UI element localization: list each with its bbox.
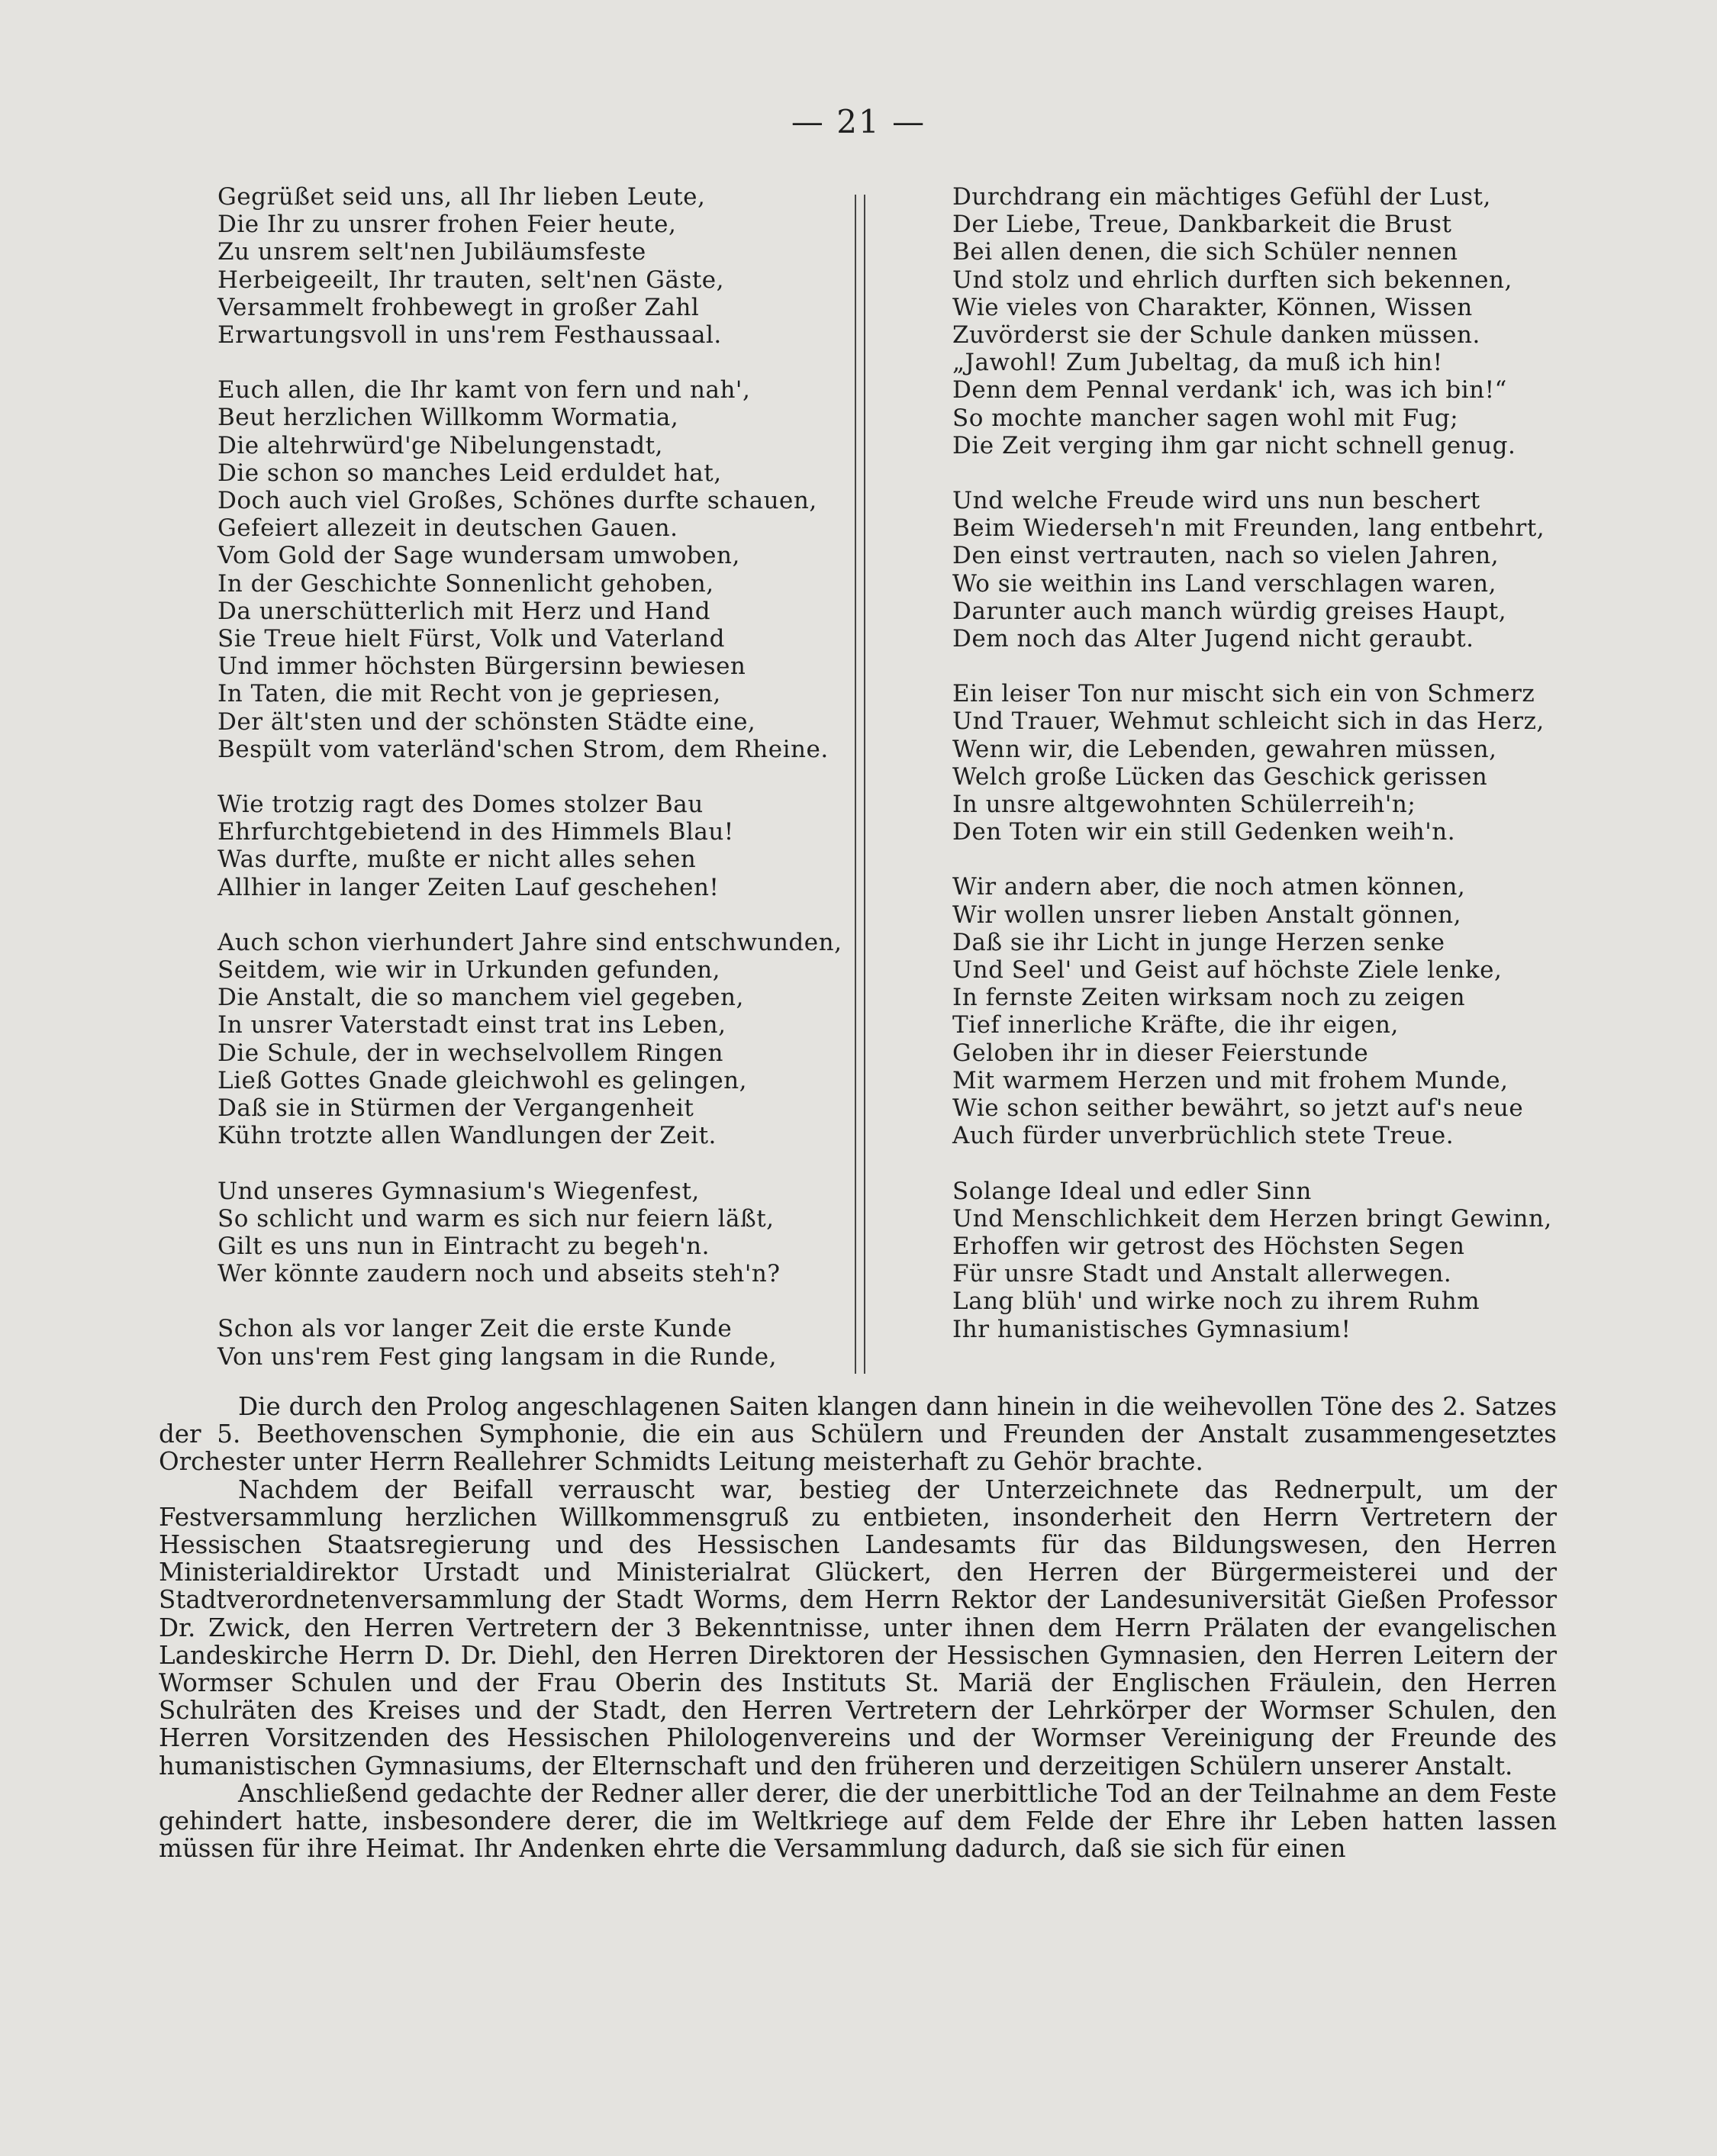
poem-line: Die Zeit verging ihm gar nicht schnell genug.	[952, 431, 1516, 459]
poem-stanza	[217, 1315, 842, 1370]
poem-line: Von uns'rem Fest ging langsam in die Runde,	[217, 1342, 777, 1371]
poem-line: Schon als vor langer Zeit die erste Kunde	[217, 1315, 733, 1343]
poem-line: Den einst vertrauten, nach so vielen Jahren,	[952, 542, 1500, 570]
poem-line: Beut herzlichen Willkomm Wormatia,	[217, 404, 679, 432]
poem-line: Auch fürder unverbrüchlich stete Treue.	[952, 1122, 1454, 1150]
prose-paragraph: Anschließend gedachte der Redner aller derer, die der unerbittliche Tod an der Teilnahme an dem Feste gehindert hatte, insbesondere derer, die im Weltkriege auf dem Felde der Ehre ihr Leben hatten lassen müssen für ihre Heimat. Ihr Andenken ehrte die Versammlung dadurch, daß sie sich für einen	[159, 1778, 1557, 1864]
poem-line: Die Ihr zu unsrer frohen Feier heute,	[217, 211, 677, 239]
poem-line: Geloben ihr in dieser Feierstunde	[952, 1039, 1369, 1067]
poem-line: Dem noch das Alter Jugend nicht geraubt.	[952, 625, 1474, 653]
poem-line: Darunter auch manch würdig greises Haupt,	[952, 597, 1507, 625]
poem-line: Euch allen, die Ihr kamt von fern und nah',	[217, 376, 751, 404]
poem-line: Vom Gold der Sage wundersam umwoben,	[217, 542, 740, 570]
poem-line: Die schon so manches Leid erduldet hat,	[217, 459, 722, 487]
poem-line: „Jawohl! Zum Jubeltag, da muß ich hin!	[952, 349, 1443, 377]
poem-line: Und Seel' und Geist auf höchste Ziele lenke,	[952, 956, 1503, 985]
poem-line: Solange Ideal und edler Sinn	[952, 1177, 1312, 1205]
poem-line: Sie Treue hielt Fürst, Volk und Vaterland	[217, 625, 725, 653]
poem-line: Zuvörderst sie der Schule danken müssen.	[952, 321, 1480, 350]
poem-stanza	[952, 1178, 1552, 1343]
poem-line: Kühn trotzte allen Wandlungen der Zeit.	[217, 1122, 717, 1150]
poem-line: Und stolz und ehrlich durften sich bekennen,	[952, 266, 1512, 294]
poem-stanza	[217, 1178, 842, 1288]
poem-line: Der ält'sten und der schönsten Städte eine,	[217, 707, 756, 736]
poem-line: Seitdem, wie wir in Urkunden gefunden,	[217, 956, 721, 985]
poem-line: Wenn wir, die Lebenden, gewahren müssen,	[952, 735, 1497, 763]
poem-line: In fernste Zeiten wirksam noch zu zeigen	[952, 984, 1466, 1012]
poem-right-column	[952, 183, 1552, 1343]
poem-line: In der Geschichte Sonnenlicht gehoben,	[217, 569, 714, 598]
poem-stanza	[952, 487, 1552, 653]
poem-line: Daß sie ihr Licht in junge Herzen senke	[952, 928, 1445, 956]
poem-line: Ließ Gottes Gnade gleichwohl es gelingen,	[217, 1066, 747, 1094]
poem-line: Beim Wiederseh'n mit Freunden, lang entbehrt,	[952, 514, 1545, 543]
poem-line: Welch große Lücken das Geschick gerissen	[952, 762, 1488, 791]
poem-line: Denn dem Pennal verdank' ich, was ich bin!“	[952, 376, 1507, 404]
poem-line: Für unsre Stadt und Anstalt allerwegen.	[952, 1260, 1452, 1288]
poem-line: Versammelt frohbewegt in großer Zahl	[217, 293, 700, 321]
poem-line: Lang blüh' und wirke noch zu ihrem Ruhm	[952, 1287, 1480, 1316]
poem-line: Allhier in langer Zeiten Lauf geschehen!	[217, 873, 720, 901]
poem-stanza	[217, 791, 842, 901]
poem-line: Auch schon vierhundert Jahre sind entschwunden,	[217, 928, 842, 956]
poem-line: Gefeiert allezeit in deutschen Gauen.	[217, 514, 678, 543]
poem-line: Erwartungsvoll in uns'rem Festhaussaal.	[217, 321, 722, 350]
poem-line: Den Toten wir ein still Gedenken weih'n.	[952, 818, 1456, 846]
poem-line: So schlicht und warm es sich nur feiern läßt,	[217, 1204, 775, 1233]
poem-line: Zu unsrem selt'nen Jubiläumsfeste	[217, 238, 646, 266]
poem-line: Da unerschütterlich mit Herz und Hand	[217, 597, 711, 625]
poem-line: Erhoffen wir getrost des Höchsten Segen	[952, 1232, 1465, 1260]
page-number: — 21 —	[791, 103, 926, 140]
poem-line: So mochte mancher sagen wohl mit Fug;	[952, 404, 1459, 432]
poem-line: Ihr humanistisches Gymnasium!	[952, 1315, 1351, 1343]
poem-line: Wie schon seither bewährt, so jetzt auf's neue	[952, 1094, 1524, 1123]
poem-line: Herbeigeeilt, Ihr trauten, selt'nen Gäste,	[217, 266, 725, 294]
poem-line: Bei allen denen, die sich Schüler nennen	[952, 238, 1458, 266]
poem-stanza	[217, 929, 842, 1150]
poem-line: Die Schule, der in wechselvollem Ringen	[217, 1039, 723, 1067]
poem-line: Und Menschlichkeit dem Herzen bringt Gewinn,	[952, 1204, 1552, 1233]
prose-paragraph: Nachdem der Beifall verrauscht war, bestieg der Unterzeichnete das Rednerpult, um der Festversammlung herzlichen Willkommensgruß zu entbieten, insonderheit den Herrn Vertretern der Hessischen Staatsregierung und des Hessischen Landesamts für das Bildungswesen, den Herren Ministerialdirektor Urstadt und Ministerialrat Glückert, den Herren der Bürgermeisterei und der Stadtverordnetenversammlung der Stadt Worms, dem Herrn Rektor der Landesuniversität Gießen Professor Dr. Zwick, den Herren Vertretern der 3 Bekenntnisse, unter ihnen dem Herrn Prälaten der evangelischen Landeskirche Herrn D. Dr. Diehl, den Herren Direktoren der Hessischen Gymnasien, den Herren Leitern der Wormser Schulen und der Frau Oberin des Instituts St. Mariä der Englischen Fräulein, den Herren Schulräten des Kreises und der Stadt, den Herren Vertretern der Lehrkörper der Wormser Schulen, den Herren Vorsitzenden des Hessischen Philologenvereins und der Wormser Vereinigung der Freunde des humanistischen Gymnasiums, der Elternschaft und den früheren und derzeitigen Schülern unserer Anstalt.	[159, 1474, 1557, 1781]
poem-line: Daß sie in Stürmen der Vergangenheit	[217, 1094, 694, 1123]
poem-line: Wie vieles von Charakter, Können, Wissen	[952, 293, 1473, 321]
poem-line: Gilt es uns nun in Eintracht zu begeh'n.	[217, 1232, 710, 1260]
poem-line: Wie trotzig ragt des Domes stolzer Bau	[217, 791, 704, 819]
poem-line: In unsrer Vaterstadt einst trat ins Leben,	[217, 1011, 726, 1039]
poem-line: Wir wollen unsrer lieben Anstalt gönnen,	[952, 901, 1461, 929]
poem-line: Ehrfurchtgebietend in des Himmels Blau!	[217, 818, 734, 846]
poem-line: Wer könnte zaudern noch und abseits steh'n?	[217, 1260, 781, 1288]
poem-line: Ein leiser Ton nur mischt sich ein von Schmerz	[952, 680, 1535, 708]
poem-line: Mit warmem Herzen und mit frohem Munde,	[952, 1066, 1509, 1094]
poem-stanza	[217, 183, 842, 349]
poem-left-column	[217, 183, 842, 1371]
poem-line: Und immer höchsten Bürgersinn bewiesen	[217, 653, 746, 681]
prose-body	[159, 1393, 1557, 1862]
poem-stanza	[952, 183, 1552, 459]
poem-line: Und unseres Gymnasium's Wiegenfest,	[217, 1177, 700, 1205]
column-divider	[855, 195, 865, 1374]
poem-line: Der Liebe, Treue, Dankbarkeit die Brust	[952, 211, 1452, 239]
poem-line: Die altehrwürd'ge Nibelungenstadt,	[217, 431, 663, 459]
poem-line: Durchdrang ein mächtiges Gefühl der Lust,	[952, 183, 1491, 211]
poem-line: Gegrüßet seid uns, all Ihr lieben Leute,	[217, 183, 706, 211]
poem-line: Und welche Freude wird uns nun beschert	[952, 487, 1480, 515]
poem-stanza	[217, 376, 842, 763]
poem-line: Doch auch viel Großes, Schönes durfte schauen,	[217, 487, 817, 515]
poem-stanza	[952, 680, 1552, 846]
poem-line: In unsre altgewohnten Schülerreih'n;	[952, 791, 1416, 819]
poem-stanza	[952, 873, 1552, 1149]
prose-paragraph: Die durch den Prolog angeschlagenen Saiten klangen dann hinein in die weihevollen Töne des 2. Satzes der 5. Beethovenschen Symphonie, die ein aus Schülern und Freunden der Anstalt zusammengesetztes Orchester unter Herrn Reallehrer Schmidts Leitung meisterhaft zu Gehör brachte.	[159, 1392, 1557, 1477]
poem-line: Wo sie weithin ins Land verschlagen waren,	[952, 569, 1496, 598]
poem-line: Was durfte, mußte er nicht alles sehen	[217, 846, 697, 874]
poem-line: Die Anstalt, die so manchem viel gegeben,	[217, 984, 744, 1012]
poem-line: Tief innerliche Kräfte, die ihr eigen,	[952, 1011, 1399, 1039]
poem-line: In Taten, die mit Recht von je gepriesen,	[217, 680, 721, 708]
poem-line: Bespült vom vaterländ'schen Strom, dem Rheine.	[217, 735, 829, 763]
poem-line: Wir andern aber, die noch atmen können,	[952, 873, 1466, 901]
poem-line: Und Trauer, Wehmut schleicht sich in das Herz,	[952, 707, 1545, 736]
